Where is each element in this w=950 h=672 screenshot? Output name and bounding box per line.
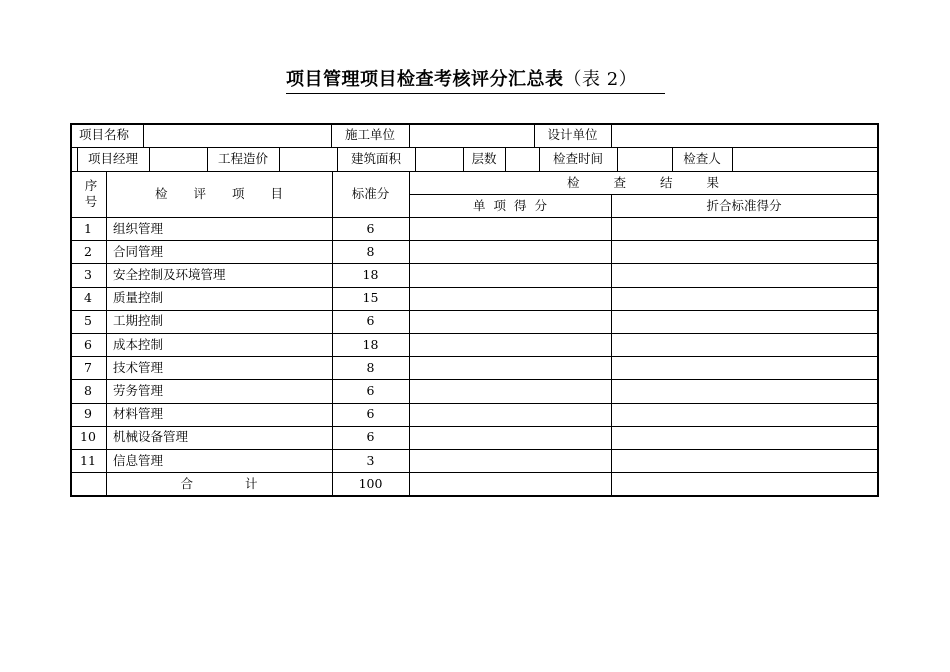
row-item: 安全控制及环境管理	[113, 266, 226, 282]
row-item: 组织管理	[113, 220, 164, 236]
title-suffix: （表 2）	[563, 69, 638, 90]
label-project-manager: 项目经理	[87, 151, 138, 166]
row-number: 9	[84, 406, 92, 422]
row-standard-score: 6	[366, 313, 375, 329]
table-rule-v	[143, 123, 144, 147]
row-number: 11	[80, 452, 96, 468]
row-standard-score: 6	[366, 382, 375, 398]
header-item: 检 评 项 目	[155, 186, 283, 201]
row-number: 4	[84, 290, 92, 306]
row-item: 劳务管理	[113, 382, 164, 398]
row-number: 2	[84, 243, 92, 259]
row-item: 工期控制	[113, 313, 164, 329]
row-standard-score: 15	[362, 290, 379, 306]
row-standard-score: 8	[366, 243, 375, 259]
label-design-unit: 设计单位	[547, 127, 598, 142]
label-building-area: 建筑面积	[350, 151, 401, 166]
row-standard-score: 6	[366, 429, 375, 445]
table-rule-v	[732, 147, 733, 171]
row-number: 3	[84, 266, 92, 282]
row-item: 质量控制	[113, 290, 164, 306]
row-item: 技术管理	[113, 359, 164, 375]
table-rule-v	[415, 147, 416, 171]
row-item: 成本控制	[113, 336, 164, 352]
row-number: 7	[84, 359, 92, 375]
row-item: 合同管理	[113, 243, 164, 259]
row-standard-score: 8	[366, 359, 375, 375]
row-number: 6	[84, 336, 92, 352]
row-standard-score: 18	[362, 266, 379, 282]
header-standard-score: 标准分	[351, 186, 390, 201]
table-rule-v	[611, 123, 612, 147]
table-rule-h	[70, 123, 878, 125]
row-standard-score: 6	[366, 220, 375, 236]
label-construction-unit: 施工单位	[344, 127, 395, 142]
label-project-cost: 工程造价	[217, 151, 268, 166]
row-item: 信息管理	[113, 452, 164, 468]
label-project-name: 项目名称	[79, 127, 130, 142]
row-number: 1	[84, 220, 92, 236]
document-title	[286, 68, 637, 92]
header-converted-score: 折合标准得分	[706, 197, 782, 213]
label-floors: 层数	[471, 151, 497, 166]
row-number: 8	[84, 382, 92, 398]
header-single-score: 单 项 得 分	[473, 197, 547, 213]
table-rule-v	[279, 147, 280, 171]
table-rule-v	[617, 147, 618, 171]
label-inspection-time: 检查时间	[552, 151, 603, 166]
total-label: 合 计	[180, 475, 258, 491]
table-rule-v	[877, 123, 879, 497]
header-seq: 序号	[84, 178, 98, 209]
row-standard-score: 3	[366, 452, 375, 468]
row-standard-score: 18	[362, 336, 379, 352]
title-underline	[286, 93, 665, 94]
header-result: 检 查 结 果	[567, 174, 719, 190]
title-main: 项目管理项目检查考核评分汇总表	[286, 69, 564, 90]
table-rule-h	[70, 495, 878, 497]
row-standard-score: 6	[366, 406, 375, 422]
table-rule-v	[149, 147, 150, 171]
table-rule-v	[409, 123, 410, 147]
row-number: 10	[80, 429, 96, 445]
table-rule-v	[505, 147, 506, 171]
row-item: 机械设备管理	[113, 429, 189, 445]
total-score: 100	[358, 475, 383, 491]
label-inspector: 检查人	[683, 151, 721, 166]
row-number: 5	[84, 313, 92, 329]
row-item: 材料管理	[113, 406, 164, 422]
